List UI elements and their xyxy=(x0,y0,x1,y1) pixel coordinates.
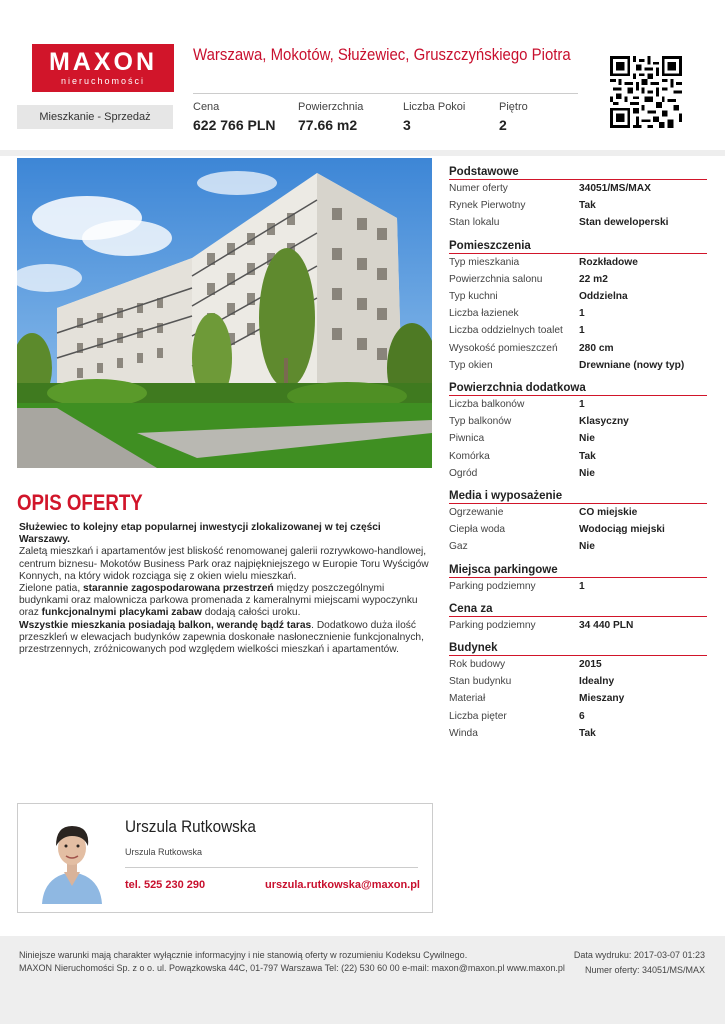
stat-label: Piętro xyxy=(499,101,528,113)
stat-value: 77.66 m2 xyxy=(298,117,358,133)
details-row xyxy=(449,617,707,634)
section-band xyxy=(0,150,725,156)
agent-name: Urszula Rutkowska xyxy=(125,817,256,836)
details-row xyxy=(449,708,707,725)
logo-tagline: nieruchomości xyxy=(60,76,146,86)
details-row xyxy=(449,271,707,288)
details-row-value: 1 xyxy=(579,580,585,592)
details-row xyxy=(449,413,707,430)
details-row-label: Parking podziemny xyxy=(449,619,536,631)
details-row-label: Winda xyxy=(449,727,478,739)
details-row xyxy=(449,340,707,357)
agent-email-link[interactable]: urszula.rutkowska@maxon.pl xyxy=(265,879,420,891)
details-row-label: Powierzchnia salonu xyxy=(449,273,543,285)
details-row xyxy=(449,357,707,374)
details-row xyxy=(449,504,707,521)
description-lead: Służewiec to kolejny etap popularnej inwestycji zlokalizowanej w tej części Warszawy. xyxy=(19,522,381,546)
footer-company-info: MAXON Nieruchomości Sp. z o o. ul. Powązkowska 44C, 01-797 Warszawa Tel: (22) 530 60 00 e-mail: maxon@maxon.pl www.maxon.pl xyxy=(19,963,565,973)
stat-price xyxy=(193,101,276,133)
footer-offer-number: Numer oferty: 34051/MS/MAX xyxy=(584,965,705,975)
details-row-label: Piwnica xyxy=(449,433,485,445)
details-row-value: Nie xyxy=(579,433,595,445)
details-row-value: 1 xyxy=(579,325,585,337)
details-row-value: Nie xyxy=(579,467,595,479)
details-row xyxy=(449,656,707,673)
details-row-label: Typ okien xyxy=(449,359,493,371)
text-span: Zielone patia, xyxy=(19,583,83,595)
details-row xyxy=(449,322,707,339)
details-section-title: Budynek xyxy=(449,642,707,656)
details-row-label: Rynek Pierwotny xyxy=(449,200,526,212)
text-emphasis: Wszystkie mieszkania posiadają balkon, werandę bądź taras xyxy=(19,619,312,631)
agent-phone-link[interactable]: tel. 525 230 290 xyxy=(125,879,206,891)
header xyxy=(0,0,725,150)
details-row-label: Liczba balkonów xyxy=(449,399,525,411)
stat-label: Cena xyxy=(193,101,220,113)
details-row-value: 1 xyxy=(579,308,585,320)
details-row xyxy=(449,673,707,690)
agent-avatar xyxy=(38,814,106,904)
details-row-value: 22 m2 xyxy=(579,273,608,285)
details-panel xyxy=(449,166,707,742)
description-paragraph xyxy=(19,583,429,620)
stat-floor xyxy=(499,101,528,133)
details-section-title: Miejsca parkingowe xyxy=(449,564,707,578)
footer-issue-date: Data wydruku: 2017-03-07 01:23 xyxy=(573,950,705,960)
details-row xyxy=(449,288,707,305)
agent-card xyxy=(17,803,433,913)
details-row-value: Oddzielna xyxy=(579,291,628,303)
details-section-title: Cena za xyxy=(449,603,707,617)
details-row-label: Ogród xyxy=(449,467,478,479)
details-row-value: 2015 xyxy=(579,659,602,671)
details-row-label: Materiał xyxy=(449,693,486,705)
details-row-value: Tak xyxy=(579,727,596,739)
details-row xyxy=(449,521,707,538)
details-row-label: Wysokość pomieszczeń xyxy=(449,342,558,354)
details-row-label: Liczba oddzielnych toalet xyxy=(449,325,563,337)
property-location-title: Warszawa, Mokotów, Służewiec, Gruszczyńskiego Piotra xyxy=(193,45,571,64)
details-row-value: Tak xyxy=(579,200,596,212)
details-row xyxy=(449,578,707,595)
details-row-value: Drewniane (nowy typ) xyxy=(579,359,685,371)
details-section-title: Powierzchnia dodatkowa xyxy=(449,382,707,396)
details-row xyxy=(449,538,707,555)
stat-value: 3 xyxy=(403,117,411,133)
offer-type-badge: Mieszkanie - Sprzedaż xyxy=(17,105,173,129)
details-row-value: 1 xyxy=(579,399,585,411)
details-row-value: Klasyczny xyxy=(579,416,629,428)
details-row-value: 280 cm xyxy=(579,342,614,354)
details-row-value: 6 xyxy=(579,710,585,722)
details-row-value: Rozkładowe xyxy=(579,256,638,268)
description-paragraph: Zaletą mieszkań i apartamentów jest bliskość renomowanej galerii rozrywkowo-handlowej, centrum biznesu- Mokotów Business Park oraz najpiękniejszego w Europie Toru Wyścigów Konnych, na który widok rozciąga się z okien wielu mieszkań. xyxy=(19,546,429,582)
property-photo[interactable] xyxy=(17,158,432,468)
maxon-logo[interactable] xyxy=(32,44,174,92)
footer xyxy=(0,936,725,1024)
details-row-label: Typ kuchni xyxy=(449,291,498,303)
text-span: dodają całości uroku. xyxy=(201,607,301,619)
details-section-title: Podstawowe xyxy=(449,166,707,180)
details-row xyxy=(449,430,707,447)
details-row-value: CO miejskie xyxy=(579,507,638,519)
details-row xyxy=(449,214,707,231)
details-row-value: Tak xyxy=(579,450,596,462)
details-row xyxy=(449,448,707,465)
details-row xyxy=(449,690,707,707)
stat-label: Powierzchnia xyxy=(298,101,364,113)
stat-value: 2 xyxy=(499,117,507,133)
agent-divider xyxy=(125,867,418,868)
details-row-label: Typ mieszkania xyxy=(449,256,520,268)
qr-code-icon[interactable] xyxy=(610,56,682,128)
details-row-value: Nie xyxy=(579,541,595,553)
details-row-label: Parking podziemny xyxy=(449,580,536,592)
details-row-label: Stan lokalu xyxy=(449,217,500,229)
description-paragraph xyxy=(19,620,429,657)
details-row-label: Ciepła woda xyxy=(449,524,506,536)
details-row xyxy=(449,725,707,742)
details-section-title: Media i wyposażenie xyxy=(449,490,707,504)
details-row-label: Ogrzewanie xyxy=(449,507,504,519)
details-row xyxy=(449,465,707,482)
details-row xyxy=(449,197,707,214)
details-row-label: Gaz xyxy=(449,541,468,553)
details-row-label: Liczba łazienek xyxy=(449,308,519,320)
footer-disclaimer: Niniejsze warunki mają charakter wyłącznie informacyjny i nie stanowią oferty w rozumieniu Kodeksu Cywilnego. xyxy=(19,950,468,960)
logo-wordmark: MAXON xyxy=(48,48,158,76)
details-row-value: 34 440 PLN xyxy=(579,619,634,631)
details-row-label: Stan budynku xyxy=(449,676,512,688)
details-row-value: Wodociąg miejski xyxy=(579,524,665,536)
stat-area xyxy=(298,101,363,133)
offer-description xyxy=(19,522,429,656)
details-row-value: Mieszany xyxy=(579,693,625,705)
text-span: . Dodatkowo duża ilość przeszkleń w elewacjach budynków zapewnia doskonałe nasłonecznienie funkcjonalnych, przestrzennych, zróżnicowanych pod względem wielkości mieszkań i apartamentów. xyxy=(19,619,424,656)
text-span: między poszczególnymi budynkami oraz malownicza parkowa promenada z kameralnymi miejscami wypoczynku oraz xyxy=(19,583,418,619)
stat-label: Liczba Pokoi xyxy=(403,101,466,113)
details-row-label: Rok budowy xyxy=(449,659,506,671)
details-row-label: Liczba pięter xyxy=(449,710,507,722)
details-row-label: Typ balkonów xyxy=(449,416,512,428)
stat-rooms xyxy=(403,101,465,133)
header-divider xyxy=(193,93,578,94)
text-emphasis: starannie zagospodarowana przestrzeń xyxy=(83,583,274,595)
details-row-value: Stan deweloperski xyxy=(579,217,669,229)
details-row-label: Numer oferty xyxy=(449,183,508,194)
details-row xyxy=(449,180,707,197)
details-row-value: Idealny xyxy=(579,676,615,688)
details-row-label: Komórka xyxy=(449,450,490,462)
details-row xyxy=(449,396,707,413)
details-row xyxy=(449,305,707,322)
agent-subtitle: Urszula Rutkowska xyxy=(125,847,203,857)
details-row xyxy=(449,254,707,271)
text-emphasis: funkcjonalnymi placykami zabaw xyxy=(41,607,202,619)
description-title: OPIS OFERTY xyxy=(17,490,143,515)
details-section-title: Pomieszczenia xyxy=(449,240,707,254)
details-row-value: 34051/MS/MAX xyxy=(579,183,651,194)
stat-value: 622 766 PLN xyxy=(193,117,276,133)
